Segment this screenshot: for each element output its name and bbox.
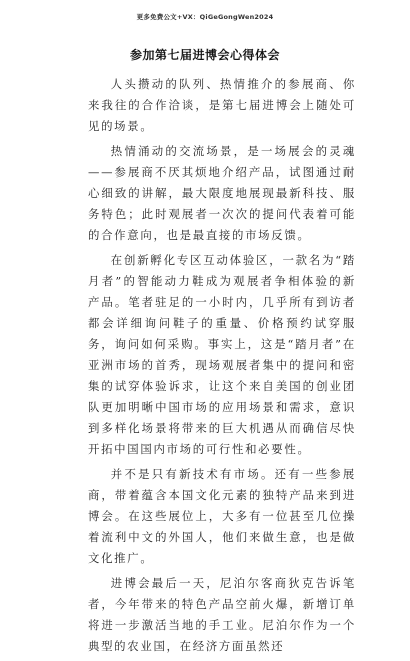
document-body <box>88 74 356 661</box>
paragraph: 并不是只有新技术有市场。还有一些参展商，带着蕴含本国文化元素的独特产品来到进博会。在这些展位上，大多有一位甚至几位操着流利中文的外国人，他们来做生意，也是做文化推广。 <box>88 467 356 565</box>
paragraph: 人头攒动的队列、热情推介的参展商、你来我往的合作洽谈，是第七届进博会上随处可见的场景。 <box>88 77 356 133</box>
paragraph: 在创新孵化专区互动体验区，一款名为“踏月者”的智能动力鞋成为观展者争相体验的新产品。笔者驻足的一小时内，几乎所有到访者都会详细询问鞋子的重量、价格预约试穿服务，询问如何采购。事实上，这是“踏月者”在亚洲市场的首秀，现场观展者集中的提问和密集的试穿体验诉求，让这个来自美国的创业团队更加明晰中国市场的应用场景和需求，意识到多样化场景将带来的巨大机遇从而确信尽快开拓中国国内市场的可行性和必要性。 <box>88 253 356 456</box>
paragraph: 热情涌动的交流场景，是一场展会的灵魂——参展商不厌其烦地介绍产品，试图通过耐心细致的讲解，最大限度地展现最新科技、服务特色；此时观展者一次次的提问代表着可能的合作意向，也是最直接的市场反馈。 <box>88 144 356 242</box>
paragraph: 进博会最后一天，尼泊尔客商狄克告诉笔者，今年带来的特色产品空前火爆，新增订单将进一步激活当地的手工业。尼泊尔作为一个典型的农业国，在经济方面虽然还 <box>88 576 356 653</box>
document-title: 参加第七届进博会心得体会 <box>129 48 280 62</box>
header-note: 更多免费公文+VX：QiGeGongWen2024 <box>136 13 274 21</box>
